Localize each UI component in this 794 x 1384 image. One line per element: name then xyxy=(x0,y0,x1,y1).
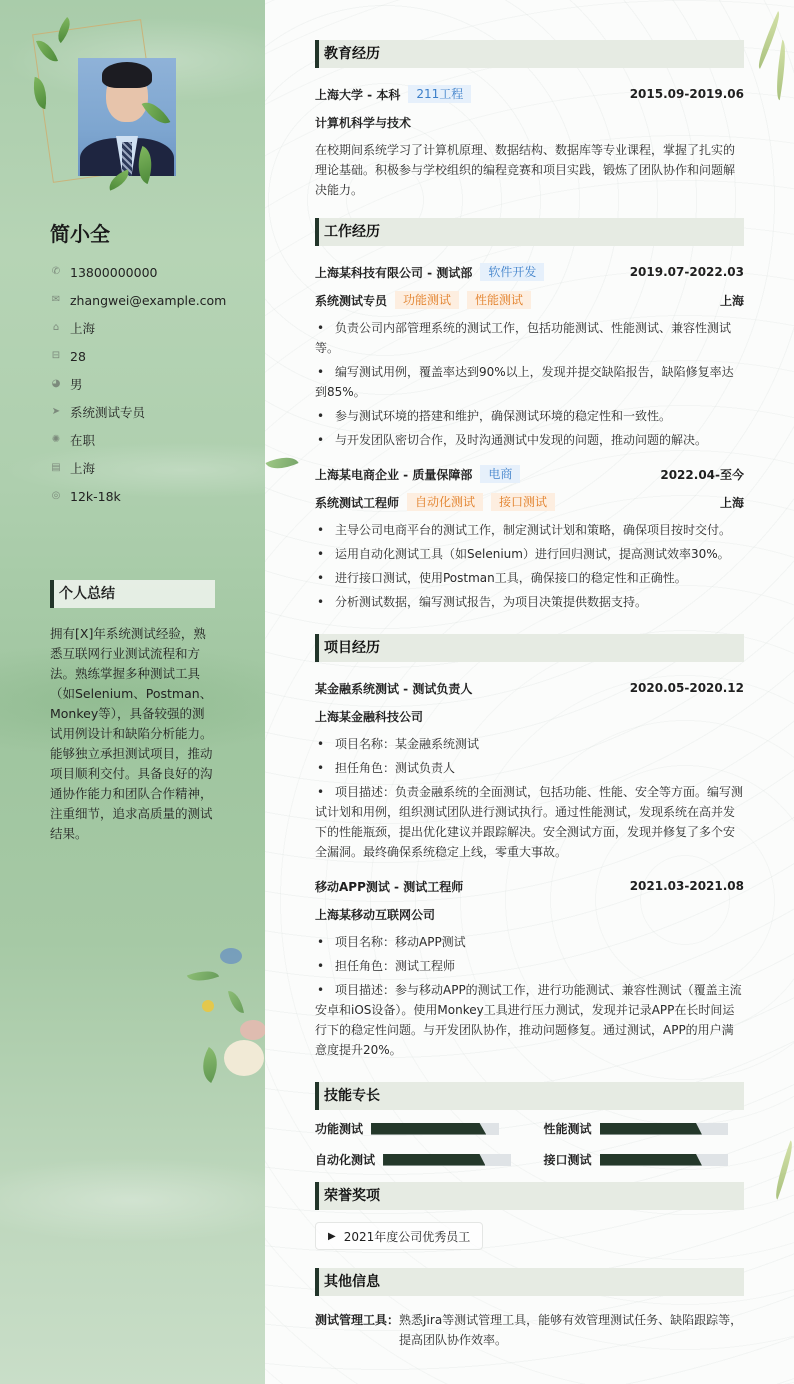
job-entry xyxy=(315,258,744,450)
info-residence: ⌂ 上海 xyxy=(50,314,226,342)
major: 计算机科学与技术 xyxy=(315,115,412,130)
age-icon: ⊟ xyxy=(51,350,61,361)
list-item: • 项目描述：负责金融系统的全面测试，包括功能、性能、安全等方面。编写测试计划和用例，组织测试团队进行测试执行。通过性能测试，发现系统在高并发下的性能瓶颈，提出优化建议并跟踪解决。安全测试方面，发现并修复了多个安全漏洞。最终确保系统稳定上线，零重大事故。 xyxy=(315,782,744,862)
education-section xyxy=(315,40,744,200)
job-role: 系统测试工程师 xyxy=(315,495,400,510)
info-position: ➤ 系统测试专员 xyxy=(51,405,146,420)
photo-frame xyxy=(28,18,168,198)
caret-right-icon: ▶ xyxy=(328,1230,336,1242)
project-name: 移动APP测试 - 测试工程师 xyxy=(315,879,464,894)
list-item: • 进行接口测试，使用Postman工具，确保接口的稳定性和正确性。 xyxy=(315,568,744,588)
skill-bar xyxy=(600,1154,728,1166)
leaf-decoration xyxy=(265,450,298,475)
skills-title: 技能专长 xyxy=(315,1082,744,1110)
position-icon: ➤ xyxy=(51,406,61,417)
list-item: • 担任角色：测试负责人 xyxy=(315,758,744,778)
list-item: • 项目名称：移动APP测试 xyxy=(315,932,744,952)
awards-section xyxy=(315,1182,744,1250)
skill-bar xyxy=(383,1154,511,1166)
other-key: 测试管理工具： xyxy=(315,1313,400,1327)
info-gender: ◕ 男 xyxy=(51,377,83,392)
gender-icon: ◕ xyxy=(51,378,61,389)
grass-decoration xyxy=(772,40,790,100)
info-status: ✺ 在职 xyxy=(51,433,96,448)
info-email: ✉ zhangwei@example.com xyxy=(51,292,227,308)
education-header xyxy=(315,80,744,108)
list-item: • 负责公司内部管理系统的测试工作，包括功能测试、性能测试、兼容性测试等。 xyxy=(315,318,744,358)
industry-tag: 电商 xyxy=(480,465,520,483)
job-role: 系统测试专员 xyxy=(315,293,388,308)
mail-icon: ✉ xyxy=(51,294,61,305)
awards-title: 荣誉奖项 xyxy=(315,1182,744,1210)
skill-tag: 性能测试 xyxy=(467,291,531,309)
skill-item: 接口测试 xyxy=(544,1151,745,1168)
sidebar xyxy=(0,0,265,1384)
flower-decoration xyxy=(180,930,265,1090)
project-company: 上海某金融科技公司 xyxy=(315,709,424,724)
skill-item: 自动化测试 xyxy=(315,1151,516,1168)
info-phone: ✆ 13800000000 xyxy=(51,264,158,280)
job-entry xyxy=(315,460,744,612)
content-column xyxy=(315,40,744,1350)
project-period: 2020.05-2020.12 xyxy=(629,681,744,695)
project-bullets xyxy=(315,734,744,862)
project-entry xyxy=(315,674,744,862)
work-title: 工作经历 xyxy=(315,218,744,246)
other-item xyxy=(315,1310,744,1350)
status-icon: ✺ xyxy=(51,434,61,445)
home-icon: ⌂ xyxy=(52,322,60,333)
list-item: • 编写测试用例，覆盖率达到90%以上，发现并提交缺陷报告，缺陷修复率达到85%。 xyxy=(315,362,744,402)
job-bullets xyxy=(315,520,744,612)
summary-text: 拥有[X]年系统测试经验，熟悉互联网行业测试流程和方法。熟练掌握多种测试工具（如Selenium、Postman、Monkey等），具备较强的测试用例设计和缺陷分析能力。能够独立承担测试项目，推动项目顺利交付。具备良好的沟通协作能力和团队合作精神，注重细节，追求高质量的测试结果。 xyxy=(50,626,213,841)
education-major-row xyxy=(315,108,744,136)
main-content xyxy=(265,0,794,1384)
skill-item: 功能测试 xyxy=(315,1120,516,1137)
candidate-name: 简小全 xyxy=(50,222,110,246)
summary-title: 个人总结 xyxy=(50,580,215,608)
job-header xyxy=(315,460,744,488)
project-period: 2021.03-2021.08 xyxy=(629,879,744,893)
project-header xyxy=(315,872,744,900)
list-item: • 运用自动化测试工具（如Selenium）进行回归测试，提高测试效率30%。 xyxy=(315,544,744,564)
school-tag: 211工程 xyxy=(408,85,471,103)
list-item: • 分析测试数据，编写测试报告，为项目决策提供数据支持。 xyxy=(315,592,744,612)
skill-item: 性能测试 xyxy=(544,1120,745,1137)
grass-decoration xyxy=(770,1140,794,1199)
project-entry xyxy=(315,872,744,1060)
other-value: 熟悉Jira等测试管理工具，能够有效管理测试任务、缺陷跟踪等，提高团队协作效率。 xyxy=(399,1313,743,1347)
award-item[interactable]: ▶ 2021年度公司优秀员工 xyxy=(315,1222,483,1250)
skill-tag: 接口测试 xyxy=(491,493,555,511)
school-name: 上海大学 - 本科 xyxy=(315,87,401,102)
project-bullets xyxy=(315,932,744,1060)
job-city: 上海 xyxy=(719,495,744,510)
info-salary: ◎ 12k-18k xyxy=(51,488,121,504)
list-item: • 参与测试环境的搭建和维护，确保测试环境的稳定性和一致性。 xyxy=(315,406,744,426)
skill-bar xyxy=(371,1123,499,1135)
list-item: • 项目描述：参与移动APP的测试工作，进行功能测试、兼容性测试（覆盖主流安卓和iOS设备）。使用Monkey工具进行压力测试，发现并记录APP在长时间运行下的稳定性问题。与开发团队协作，推动问题修复。通过测试，APP的用户满意度提升20%。 xyxy=(315,980,744,1060)
job-header xyxy=(315,258,744,286)
education-period: 2015.09-2019.06 xyxy=(629,87,744,101)
industry-tag: 软件开发 xyxy=(480,263,544,281)
job-role-row xyxy=(315,488,744,516)
project-name: 某金融系统测试 - 测试负责人 xyxy=(315,681,473,696)
project-company-row xyxy=(315,702,744,730)
projects-title: 项目经历 xyxy=(315,634,744,662)
list-item: • 主导公司电商平台的测试工作，制定测试计划和策略，确保项目按时交付。 xyxy=(315,520,744,540)
list-item: • 项目名称：某金融系统测试 xyxy=(315,734,744,754)
info-target-city: ▤ 上海 xyxy=(51,461,96,476)
project-company-row xyxy=(315,900,744,928)
project-company: 上海某移动互联网公司 xyxy=(315,907,436,922)
phone-icon: ✆ xyxy=(51,266,61,277)
job-period: 2019.07-2022.03 xyxy=(629,265,744,279)
skills-section xyxy=(315,1082,744,1168)
skills-grid xyxy=(315,1120,744,1168)
company-name: 上海某电商企业 - 质量保障部 xyxy=(315,467,473,482)
skill-tag: 自动化测试 xyxy=(407,493,483,511)
skill-tag: 功能测试 xyxy=(395,291,459,309)
company-name: 上海某科技有限公司 - 测试部 xyxy=(315,265,473,280)
skill-bar xyxy=(600,1123,728,1135)
job-city: 上海 xyxy=(719,293,744,308)
job-period: 2022.04-至今 xyxy=(660,467,744,482)
work-section xyxy=(315,218,744,612)
job-role-row xyxy=(315,286,744,314)
other-section xyxy=(315,1268,744,1350)
list-item: • 与开发团队密切合作，及时沟通测试中发现的问题，推动问题的解决。 xyxy=(315,430,744,450)
job-bullets xyxy=(315,318,744,450)
education-title: 教育经历 xyxy=(315,40,744,68)
salary-icon: ◎ xyxy=(51,490,61,501)
education-desc: 在校期间系统学习了计算机原理、数据结构、数据库等专业课程，掌握了扎实的理论基础。积极参与学校组织的编程竞赛和项目实践，锻炼了团队协作和问题解决能力。 xyxy=(315,143,736,197)
contact-info-list xyxy=(50,258,226,510)
info-age: ⊟ 28 xyxy=(51,348,86,364)
list-item: • 担任角色：测试工程师 xyxy=(315,956,744,976)
project-header xyxy=(315,674,744,702)
projects-section xyxy=(315,634,744,1060)
city-icon: ▤ xyxy=(51,462,61,473)
other-title: 其他信息 xyxy=(315,1268,744,1296)
